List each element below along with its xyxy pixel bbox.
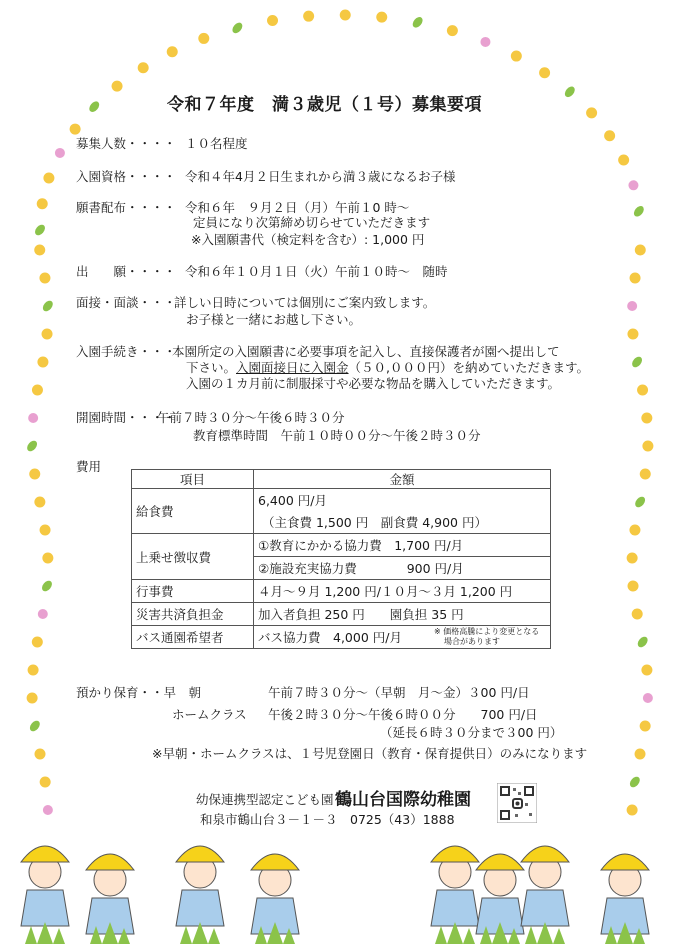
dot-icon xyxy=(641,413,652,424)
application-value: 令和６年 ９月２日（月）午前１0 時～ xyxy=(185,200,410,215)
dot-icon xyxy=(604,130,615,141)
fee-item: 行事費 xyxy=(132,580,254,603)
dot-icon xyxy=(447,25,458,36)
fee-item: バス通園希望者 xyxy=(132,626,254,649)
dot-icon xyxy=(42,553,53,564)
flower-icon xyxy=(43,805,53,815)
leaf-icon xyxy=(25,439,39,453)
hat-icon xyxy=(176,846,224,862)
dot-icon xyxy=(267,15,278,26)
dot-icon xyxy=(640,721,651,732)
dot-icon xyxy=(627,329,638,340)
dot-icon xyxy=(43,172,54,183)
interview-value: 詳しい日時については個別にご案内致します。 xyxy=(174,295,436,310)
leaf-icon xyxy=(628,775,642,789)
dot-icon xyxy=(28,665,39,676)
procedure-line2-post: （５０,０００円）を納めていただきます。 xyxy=(348,360,590,375)
eligibility-value: 令和４年4月２日生まれから満３歳になるお子様 xyxy=(185,169,456,184)
dot-icon xyxy=(34,497,45,508)
fee-note xyxy=(434,627,539,647)
hours-value: 午前７時３０分～午後６時３０分 xyxy=(157,410,345,425)
childcare-early-time: 午前７時３０分～（早朝 月～金）３00 円/日 xyxy=(268,685,530,700)
application-label: 願書配布・・・・ xyxy=(76,200,177,215)
childcare-label: 預かり保育・・早 朝 xyxy=(76,685,202,700)
child-body-icon xyxy=(21,890,69,926)
hat-icon xyxy=(431,846,479,862)
hat-icon xyxy=(521,846,569,862)
dot-icon xyxy=(27,693,38,704)
dot-icon xyxy=(642,441,653,452)
fee-note-2: 場合があります xyxy=(444,637,500,646)
childcare-home-label: ホームクラス xyxy=(172,707,247,722)
dot-icon xyxy=(40,525,51,536)
dot-icon xyxy=(640,469,651,480)
childcare-home-time: 午後２時３０分～午後６時００分 700 円/日 xyxy=(268,707,538,722)
dot-icon xyxy=(630,273,641,284)
capacity-label: 募集人数・・・・ xyxy=(76,136,177,151)
fee-item: 給食費 xyxy=(132,489,254,534)
dot-icon xyxy=(586,107,597,118)
dot-icon xyxy=(634,749,645,760)
fee-amount-detail: （主食費 1,500 円 副食費 4,900 円） xyxy=(254,511,551,534)
fee-amount: 6,400 円/月 xyxy=(254,489,551,512)
hours-line2: 教育標準時間 午前１０時００分～午後２時３０分 xyxy=(193,428,481,443)
leaf-icon xyxy=(411,15,425,29)
table-row xyxy=(132,534,551,557)
hat-icon xyxy=(601,854,649,870)
interview-line2: お子様と一緒にお越し下さい。 xyxy=(186,312,362,327)
procedure-value: 本園所定の入園願書に必要事項を記入し、直接保護者が園へ提出して xyxy=(172,344,560,359)
leaf-icon xyxy=(28,719,42,733)
capacity-value: １０名程度 xyxy=(185,136,248,151)
leaf-icon xyxy=(632,204,646,218)
dot-icon xyxy=(112,81,123,92)
fee-amount xyxy=(254,626,551,649)
application-line3: ※入園願書代（検定料を含む）: 1,000 円 xyxy=(191,232,425,247)
dot-icon xyxy=(340,10,351,21)
procedure-label: 入園手続き・・・ xyxy=(76,344,177,359)
leaf-icon xyxy=(636,635,650,649)
fee-item: 上乗せ徴収費 xyxy=(132,534,254,580)
fee-item: 災害共済負担金 xyxy=(132,603,254,626)
dot-icon xyxy=(138,62,149,73)
school-name: 鶴山台国際幼稚園 xyxy=(335,790,471,810)
dot-icon xyxy=(628,581,639,592)
child-body-icon xyxy=(431,890,479,926)
dot-icon xyxy=(198,33,209,44)
dot-icon xyxy=(37,357,48,368)
col-item: 項目 xyxy=(132,470,254,489)
procedure-line2-underlined: 入園面接日に入園金 xyxy=(236,360,349,375)
dot-icon xyxy=(303,11,314,22)
dot-icon xyxy=(40,777,51,788)
flower-icon xyxy=(28,413,38,423)
table-row xyxy=(132,580,551,603)
leaf-icon xyxy=(87,100,101,114)
school-type: 幼保連携型認定こども園 xyxy=(196,792,334,807)
dot-icon xyxy=(637,385,648,396)
fee-amount-text: バス協力費 4,000 円/月 xyxy=(258,630,402,645)
dot-icon xyxy=(42,329,53,340)
col-amount: 金額 xyxy=(254,470,551,489)
flower-icon xyxy=(38,609,48,619)
childcare-note: ※早朝・ホームクラスは、１号児登園日（教育・保育提供日）のみになります xyxy=(152,746,588,761)
dot-icon xyxy=(635,245,646,256)
fee-note-1: ※ 価格高騰により変更となる xyxy=(434,627,540,636)
leaf-icon xyxy=(630,355,644,369)
table-row xyxy=(132,489,551,512)
leaf-icon xyxy=(33,223,47,237)
dot-icon xyxy=(629,525,640,536)
hat-icon xyxy=(251,854,299,870)
fees-heading: 費用 xyxy=(76,459,102,474)
dot-icon xyxy=(39,273,50,284)
fee-amount: ４月～９月 1,200 円/１０月～３月 1,200 円 xyxy=(254,580,551,603)
leaf-icon xyxy=(633,495,647,509)
flower-icon xyxy=(627,301,637,311)
flower-icon xyxy=(55,148,65,158)
fee-amount: ②施設充実協力費 900 円/月 xyxy=(254,557,551,580)
qr-code[interactable] xyxy=(497,783,537,823)
flower-icon xyxy=(480,37,490,47)
dot-icon xyxy=(70,124,81,135)
childcare-extend: （延長６時３０分まで３00 円） xyxy=(380,725,563,740)
dot-icon xyxy=(618,155,629,166)
fees-table xyxy=(131,469,551,649)
child-body-icon xyxy=(176,890,224,926)
apply-value: 令和６年１０月１日（火）午前１０時～ 随時 xyxy=(185,264,448,279)
dot-icon xyxy=(511,51,522,62)
interview-label: 面接・面談・・・ xyxy=(76,295,177,310)
children-illustration xyxy=(0,826,680,946)
dot-icon xyxy=(632,609,643,620)
eligibility-label: 入園資格・・・・ xyxy=(76,169,177,184)
dot-icon xyxy=(641,665,652,676)
dot-icon xyxy=(167,46,178,57)
school-address: 和泉市鶴山台３－１－３ 0725（43）1888 xyxy=(200,812,455,827)
procedure-line3: 入園の１カ月前に制服採寸や必要な物品を購入していただきます。 xyxy=(186,376,561,391)
child-body-icon xyxy=(521,890,569,926)
dot-icon xyxy=(627,805,638,816)
fee-amount: 加入者負担 250 円 園負担 35 円 xyxy=(254,603,551,626)
table-row xyxy=(132,626,551,649)
dot-icon xyxy=(32,385,43,396)
dot-icon xyxy=(37,198,48,209)
procedure-line2-pre: 下さい。 xyxy=(186,360,237,375)
application-line2: 定員になり次第締め切らせていただきます xyxy=(193,215,431,230)
leaf-icon xyxy=(40,579,54,593)
dot-icon xyxy=(34,245,45,256)
hat-icon xyxy=(86,854,134,870)
dot-icon xyxy=(376,12,387,23)
dot-icon xyxy=(627,553,638,564)
flower-icon xyxy=(643,693,653,703)
hat-icon xyxy=(476,854,524,870)
dot-icon xyxy=(32,637,43,648)
flower-icon xyxy=(628,180,638,190)
page-title: 令和７年度 満３歳児（１号）募集要項 xyxy=(167,95,482,115)
dot-icon xyxy=(35,749,46,760)
table-header-row xyxy=(132,470,551,489)
hat-icon xyxy=(21,846,69,862)
hours-label: 開園時間・・・・ xyxy=(76,410,177,425)
leaf-icon xyxy=(563,85,577,99)
dot-icon xyxy=(539,67,550,78)
dot-icon xyxy=(29,469,40,480)
leaf-icon xyxy=(41,299,55,313)
table-row xyxy=(132,603,551,626)
apply-label: 出 願・・・・ xyxy=(76,264,177,279)
leaf-icon xyxy=(230,21,244,35)
fee-amount: ①教育にかかる協力費 1,700 円/月 xyxy=(254,534,551,557)
